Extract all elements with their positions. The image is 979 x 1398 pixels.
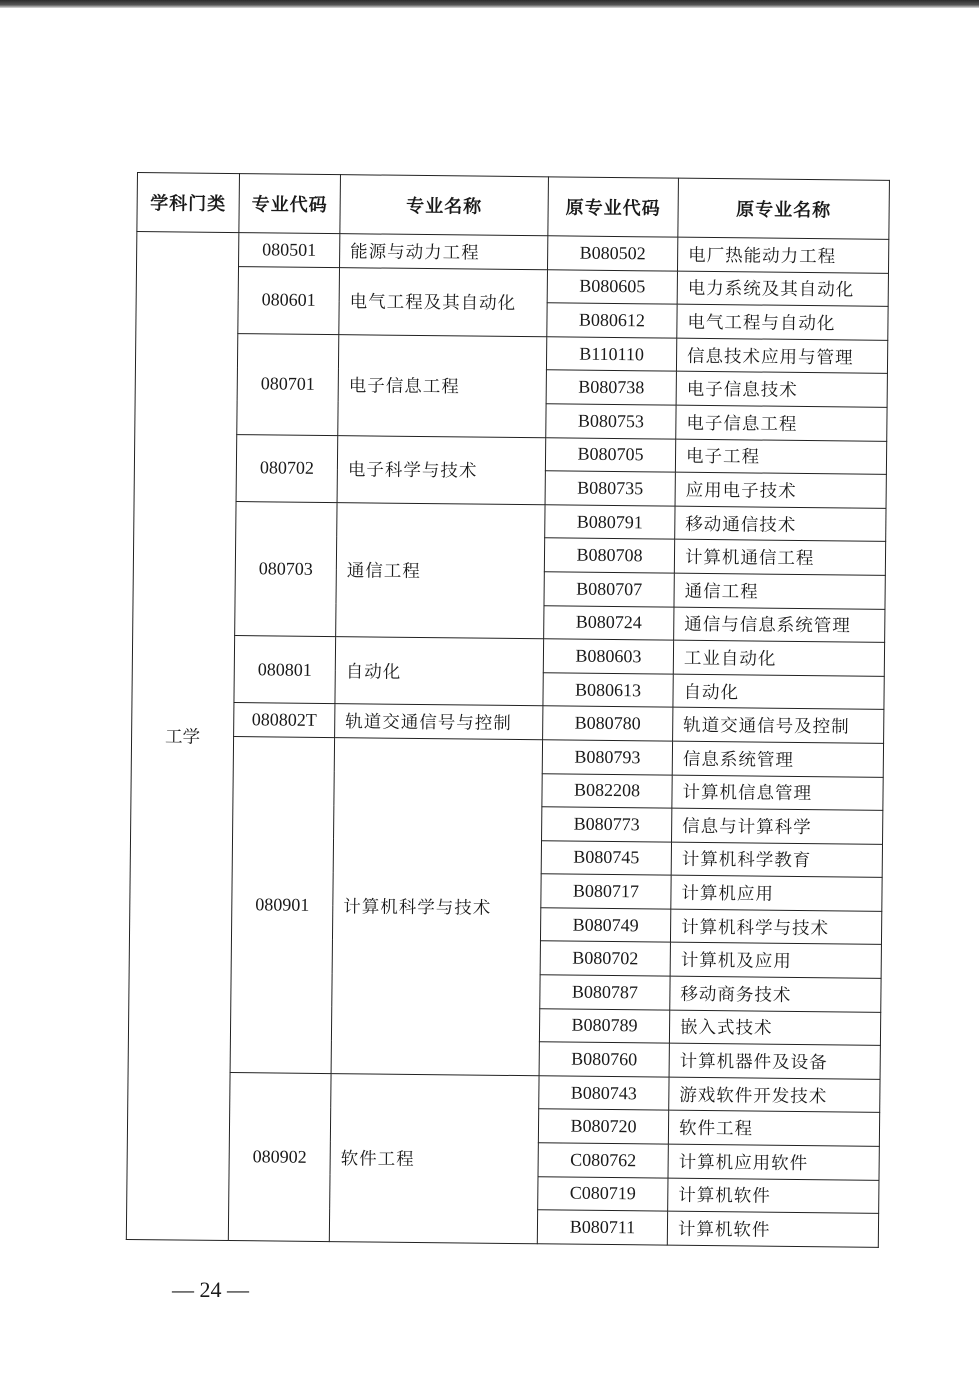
major-code-cell: 080501 (239, 233, 340, 268)
header-discipline: 学科门类 (137, 173, 240, 233)
old-major-code-cell: B080791 (545, 505, 675, 540)
table-header-row (137, 173, 890, 240)
old-major-name-cell: 移动商务技术 (670, 976, 881, 1012)
old-major-code-cell: B080789 (539, 1008, 669, 1043)
table-row (131, 735, 883, 776)
old-major-name-cell: 嵌入式技术 (669, 1010, 880, 1046)
header-old-major-code: 原专业代码 (548, 177, 679, 237)
table-row (134, 500, 886, 541)
old-major-name-cell: 信息系统管理 (672, 741, 883, 777)
major-name-cell: 软件工程 (329, 1073, 539, 1243)
major-code-cell: 080703 (235, 501, 337, 636)
major-code-cell: 080901 (230, 736, 335, 1073)
old-major-name-cell: 应用电子技术 (675, 472, 886, 508)
old-major-code-cell: B080793 (542, 740, 672, 775)
old-major-name-cell: 通信与信息系统管理 (674, 607, 885, 643)
old-major-name-cell: 计算机科学与技术 (670, 909, 881, 945)
major-code-cell: 080902 (228, 1072, 331, 1241)
old-major-code-cell: B080612 (547, 303, 677, 338)
table-body (126, 232, 889, 1248)
major-code-cell: 080702 (236, 434, 338, 502)
old-major-name-cell: 游戏软件开发技术 (669, 1077, 880, 1113)
old-major-name-cell: 轨道交通信号及控制 (673, 707, 884, 743)
major-name-cell: 电子信息工程 (338, 334, 547, 437)
old-major-code-cell: B080760 (539, 1042, 669, 1077)
old-major-name-cell: 计算机应用软件 (668, 1144, 879, 1180)
old-major-code-cell: B080708 (544, 538, 674, 573)
old-major-name-cell: 电气工程与自动化 (677, 304, 888, 340)
old-major-name-cell: 计算机软件 (668, 1178, 879, 1214)
old-major-name-cell: 电力系统及其自动化 (677, 271, 888, 307)
old-major-code-cell: B080605 (547, 269, 677, 304)
old-major-name-cell: 计算机信息管理 (672, 775, 883, 811)
old-major-code-cell: B080773 (542, 807, 672, 842)
old-major-code-cell: B080705 (545, 437, 675, 472)
table-row (134, 433, 886, 474)
table-row (136, 265, 888, 306)
old-major-code-cell: B080745 (541, 840, 671, 875)
old-major-code-cell: B080502 (548, 236, 678, 271)
major-code-cell: 080802T (234, 703, 335, 738)
old-major-code-cell: B080724 (544, 605, 674, 640)
major-name-cell: 电子科学与技术 (337, 435, 546, 504)
header-major-code: 专业代码 (239, 174, 341, 234)
table-row (128, 1071, 880, 1112)
old-major-code-cell: B080743 (539, 1076, 669, 1111)
old-major-code-cell: B080717 (541, 874, 671, 909)
header-major-name: 专业名称 (340, 175, 549, 236)
old-major-code-cell: C080762 (538, 1143, 668, 1178)
old-major-name-cell: 电子工程 (675, 439, 886, 475)
old-major-code-cell: B110110 (546, 337, 676, 372)
old-major-name-cell: 计算机软件 (667, 1211, 878, 1247)
old-major-name-cell: 信息技术应用与管理 (676, 338, 887, 374)
old-major-code-cell: B080613 (543, 673, 673, 708)
old-major-name-cell: 工业自动化 (673, 640, 884, 676)
major-name-cell: 自动化 (335, 637, 544, 706)
table-row (132, 635, 884, 676)
major-name-cell: 计算机科学与技术 (331, 738, 543, 1076)
major-name-cell: 电气工程及其自动化 (339, 267, 548, 336)
table-container (126, 172, 890, 1248)
old-major-name-cell: 计算机器件及设备 (669, 1043, 880, 1079)
old-major-code-cell: B082208 (542, 773, 672, 808)
major-name-cell: 轨道交通信号与控制 (335, 704, 543, 740)
old-major-code-cell: B080780 (543, 706, 673, 741)
old-major-code-cell: C080719 (538, 1176, 668, 1211)
old-major-code-cell: B080787 (540, 975, 670, 1010)
major-code-cell: 080801 (234, 636, 336, 704)
old-major-code-cell: B080711 (537, 1210, 667, 1245)
major-name-cell: 能源与动力工程 (340, 234, 548, 270)
scan-top-edge (0, 0, 979, 8)
major-code-table (126, 172, 890, 1248)
old-major-code-cell: B080753 (546, 404, 676, 439)
old-major-code-cell: B080735 (545, 471, 675, 506)
page-number: — 24 — (172, 1277, 249, 1302)
old-major-code-cell: B080603 (543, 639, 673, 674)
old-major-name-cell: 计算机通信工程 (674, 539, 885, 575)
old-major-name-cell: 电子信息工程 (676, 405, 887, 441)
old-major-name-cell: 电厂热能动力工程 (677, 237, 888, 273)
major-code-cell: 080601 (238, 266, 340, 334)
old-major-code-cell: B080720 (538, 1109, 668, 1144)
old-major-name-cell: 移动通信技术 (675, 506, 886, 542)
old-major-name-cell: 通信工程 (674, 573, 885, 609)
old-major-code-cell: B080749 (540, 908, 670, 943)
old-major-name-cell: 计算机及应用 (670, 943, 881, 979)
header-old-major-name: 原专业名称 (678, 178, 890, 239)
old-major-name-cell: 计算机应用 (671, 875, 882, 911)
old-major-name-cell: 软件工程 (668, 1111, 879, 1147)
old-major-name-cell: 计算机科学教育 (671, 842, 882, 878)
old-major-name-cell: 信息与计算科学 (672, 808, 883, 844)
major-code-cell: 080701 (237, 333, 339, 435)
old-major-name-cell: 电子信息技术 (676, 372, 887, 408)
table-row (135, 332, 887, 373)
old-major-code-cell: B080738 (546, 370, 676, 405)
old-major-code-cell: B080707 (544, 572, 674, 607)
old-major-code-cell: B080702 (540, 941, 670, 976)
discipline-cell: 工学 (126, 232, 239, 1241)
old-major-name-cell: 自动化 (673, 674, 884, 710)
major-name-cell: 通信工程 (336, 502, 545, 639)
